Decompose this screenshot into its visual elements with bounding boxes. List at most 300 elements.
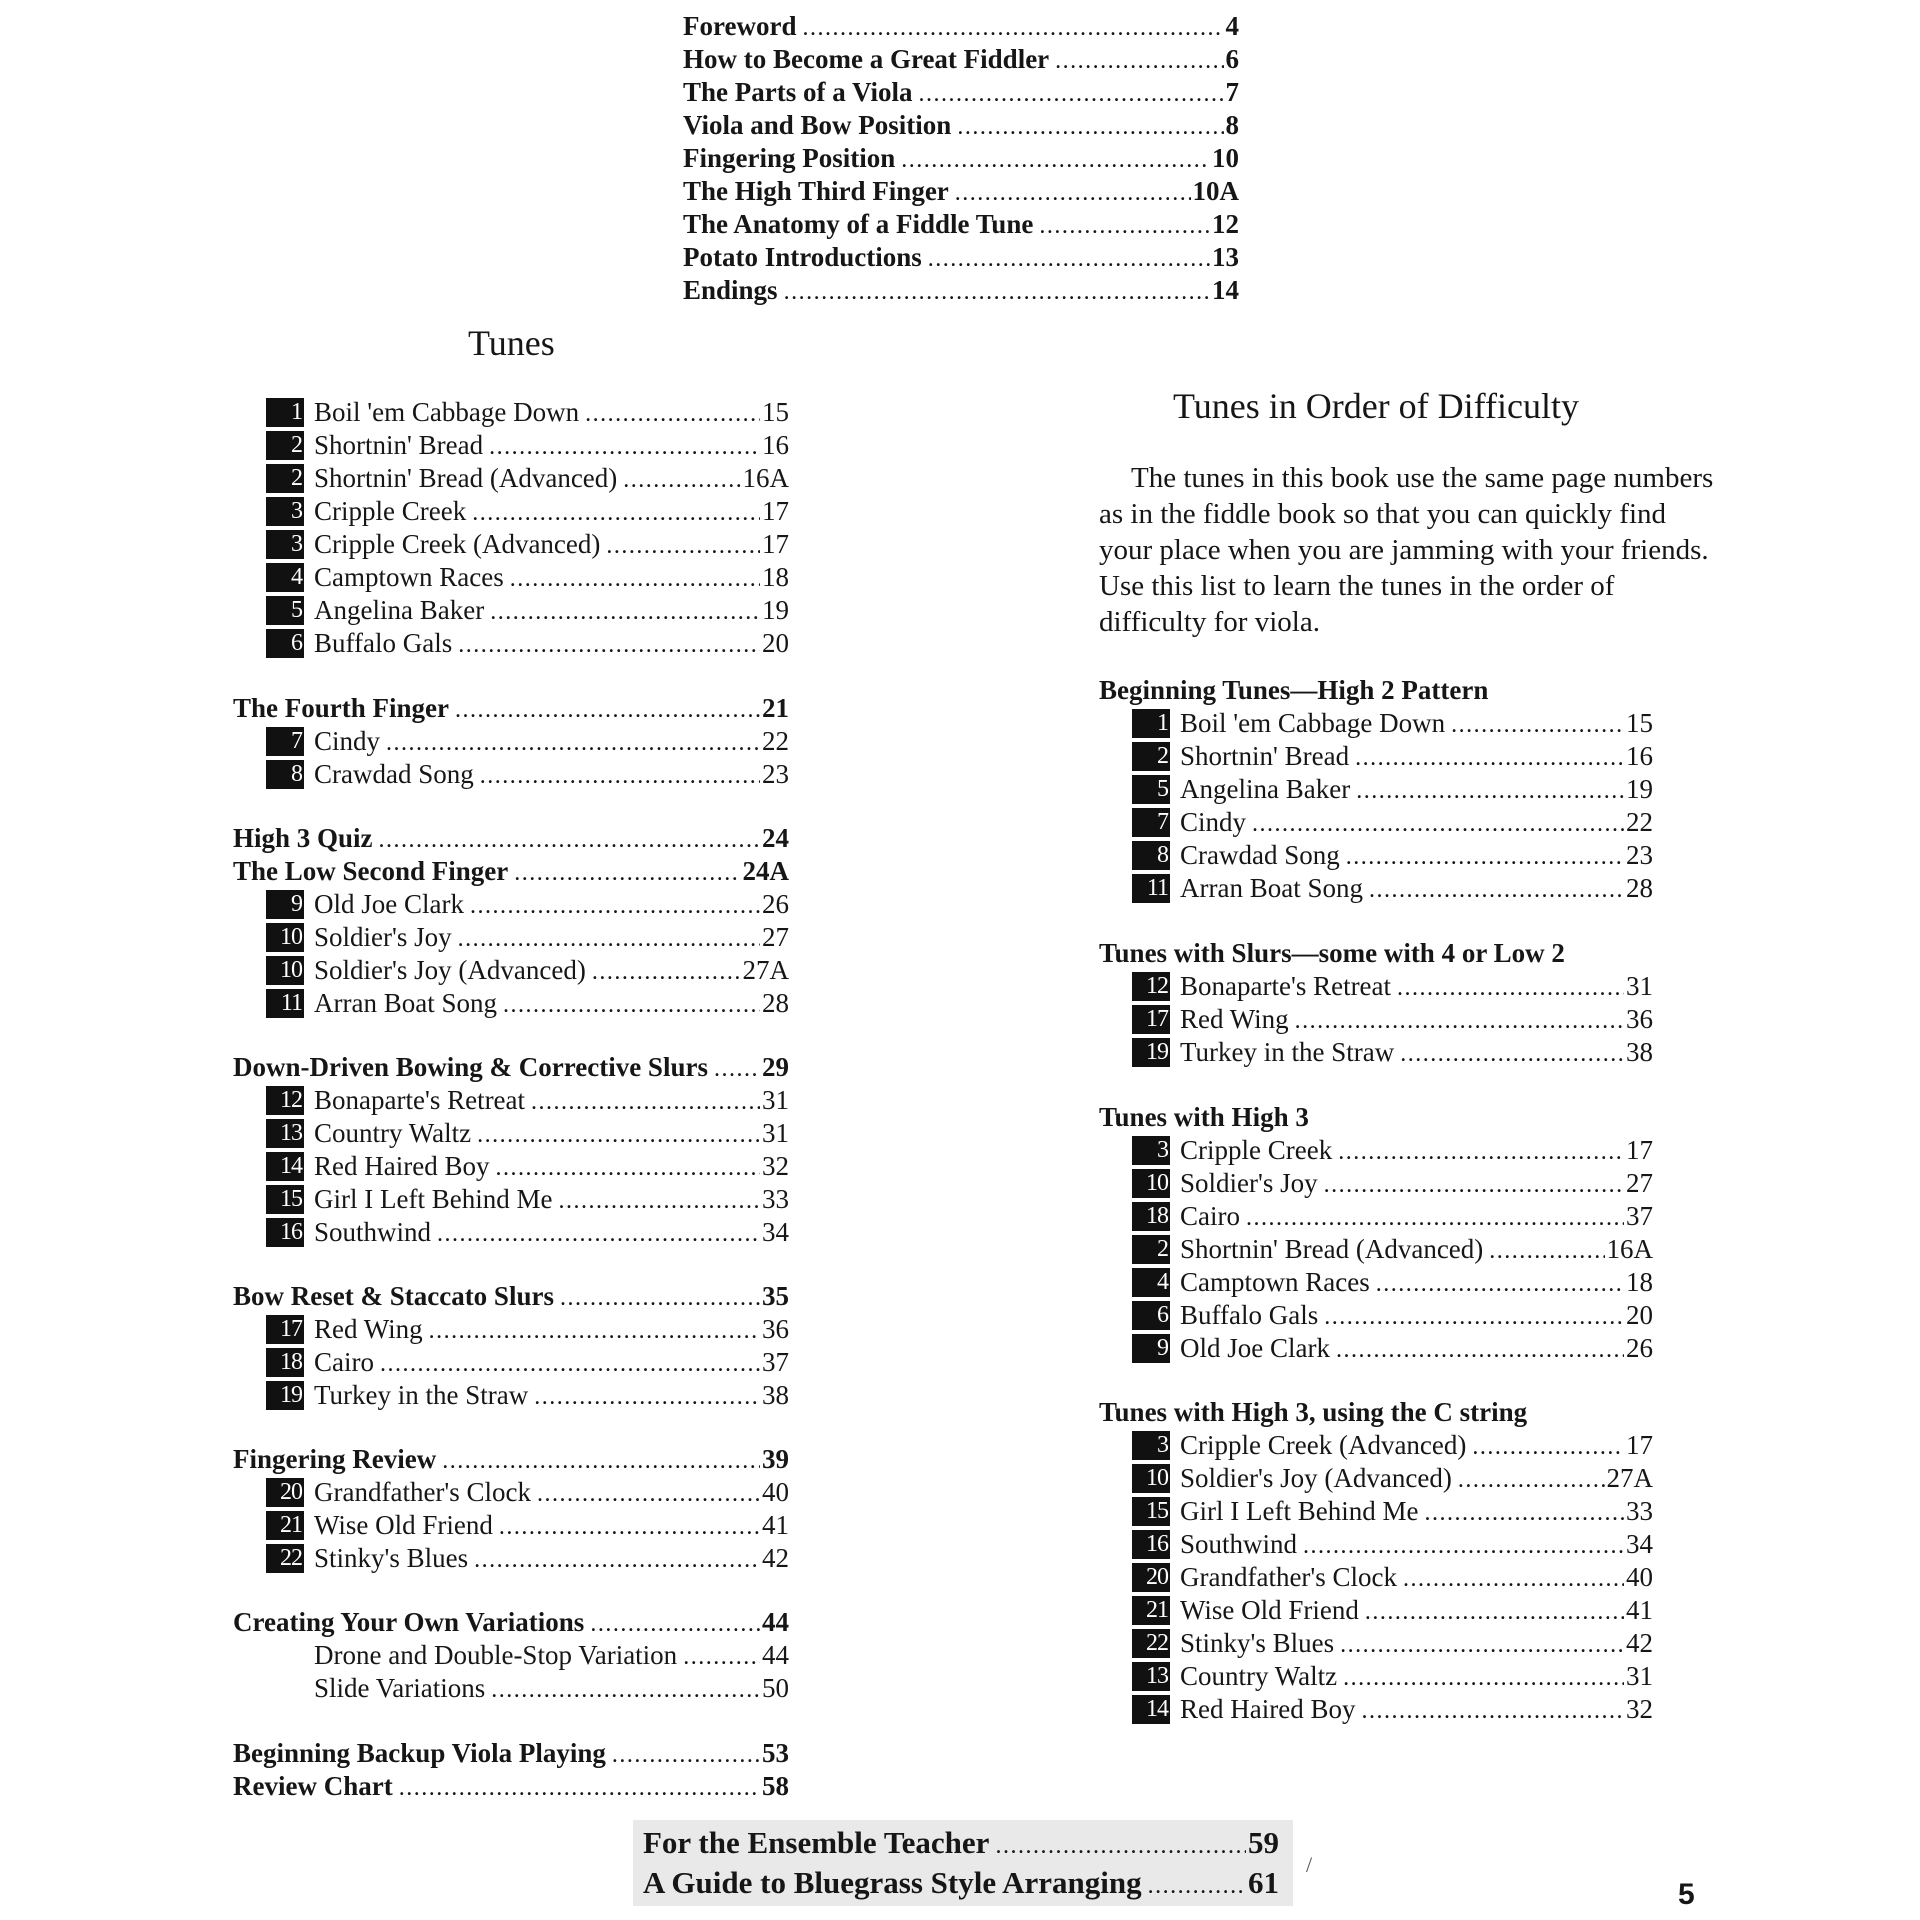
dot-leader [1424, 1497, 1624, 1530]
difficulty-tune[interactable] [1146, 1167, 1653, 1200]
dot-leader [470, 890, 760, 923]
dot-leader [1324, 1169, 1624, 1202]
dot-leader [592, 956, 741, 989]
difficulty-tune[interactable] [1146, 1036, 1653, 1069]
toc-entry-tune[interactable] [291, 396, 789, 429]
difficulty-tune[interactable] [1157, 1134, 1653, 1167]
toc-entry-page: 32 [1626, 1694, 1653, 1724]
toc-entry-tune[interactable] [291, 429, 789, 462]
difficulty-tune[interactable] [1146, 1495, 1653, 1528]
toc-entry-label: Slide Variations [314, 1673, 486, 1703]
toc-entry-label: Soldier's Joy (Advanced) [1180, 1463, 1452, 1493]
toc-entry-bluegrass-arranging[interactable] [643, 1863, 1279, 1903]
difficulty-tune[interactable] [1157, 740, 1653, 773]
toc-entry-label: Old Joe Clark [1180, 1333, 1330, 1363]
toc-entry-tune[interactable] [291, 888, 789, 921]
tune-number-badge: 13 [266, 1119, 304, 1148]
toc-entry-label: Bonaparte's Retreat [314, 1085, 526, 1115]
toc-entry-page: 21 [762, 693, 789, 723]
toc-entry-page: 33 [762, 1184, 789, 1214]
dot-leader [919, 78, 1224, 111]
dot-leader [1451, 709, 1624, 742]
dot-leader [474, 1544, 760, 1577]
tune-number-badge: 9 [1132, 1334, 1170, 1363]
toc-entry-endings[interactable] [683, 274, 1239, 307]
toc-entry-tune[interactable] [280, 1117, 789, 1150]
toc-entry-label: Wise Old Friend [1180, 1595, 1359, 1625]
dot-leader [1295, 1005, 1624, 1038]
toc-entry-high-third-finger[interactable] [683, 175, 1239, 208]
toc-entry-label: Beginning Backup Viola Playing [233, 1738, 606, 1768]
toc-entry-page: 20 [762, 628, 789, 658]
toc-entry-label: Camptown Races [314, 562, 504, 592]
toc-entry-label: Country Waltz [1180, 1661, 1338, 1691]
difficulty-tune[interactable] [1157, 839, 1653, 872]
tune-number-badge: 2 [266, 431, 304, 460]
dot-leader [560, 1282, 760, 1315]
tune-number-badge: 1 [266, 398, 304, 427]
toc-entry-label: For the Ensemble Teacher [643, 1825, 990, 1860]
dot-leader [1355, 742, 1624, 775]
dot-leader [490, 596, 760, 629]
tune-number-badge: 10 [1132, 1464, 1170, 1493]
toc-entry-page: 31 [1626, 971, 1653, 1001]
toc-entry-tune[interactable] [291, 725, 789, 758]
toc-entry-page: 22 [762, 726, 789, 756]
toc-entry-label: Foreword [683, 11, 797, 41]
toc-entry-label: Soldier's Joy [314, 922, 452, 952]
dot-leader [1055, 45, 1223, 78]
dot-leader [1340, 1629, 1624, 1662]
dot-leader [1489, 1235, 1604, 1268]
toc-entry-label: Angelina Baker [1180, 774, 1351, 804]
toc-entry-label: Potato Introductions [683, 242, 922, 272]
toc-entry-page: 61 [1248, 1865, 1279, 1900]
tune-number-badge: 10 [266, 956, 304, 985]
toc-entry-label: Red Wing [1180, 1004, 1289, 1034]
tune-number-badge: 4 [266, 563, 304, 592]
toc-entry-label: Bow Reset & Staccato Slurs [233, 1281, 554, 1311]
toc-entry-page: 38 [762, 1380, 789, 1410]
difficulty-tune[interactable] [1146, 1561, 1653, 1594]
dot-leader [1246, 1202, 1624, 1235]
toc-entry-page: 37 [762, 1347, 789, 1377]
toc-entry-label: Girl I Left Behind Me [314, 1184, 553, 1214]
toc-entry-page: 31 [1626, 1661, 1653, 1691]
toc-entry-page: 27 [762, 922, 789, 952]
toc-entry-page: 17 [762, 529, 789, 559]
toc-entry-page: 16A [742, 463, 789, 493]
toc-entry-label: Cindy [1180, 807, 1247, 837]
tune-number-badge: 18 [1132, 1202, 1170, 1231]
toc-entry-page: 18 [762, 562, 789, 592]
dot-leader [531, 1086, 760, 1119]
toc-entry-page: 28 [762, 988, 789, 1018]
toc-entry-tune[interactable] [280, 1379, 789, 1412]
dot-leader [995, 1826, 1246, 1866]
dot-leader [1356, 775, 1624, 808]
dot-leader [1365, 1596, 1624, 1629]
toc-entry-section[interactable] [233, 855, 789, 888]
tune-number-badge: 16 [266, 1218, 304, 1247]
toc-entry-section[interactable] [233, 1443, 789, 1476]
group-heading-beginning: Beginning Tunes—High 2 Pattern [1099, 675, 1489, 705]
toc-entry-page: 31 [762, 1118, 789, 1148]
toc-entry-tune[interactable] [291, 561, 789, 594]
toc-entry-label: Boil 'em Cabbage Down [314, 397, 580, 427]
toc-entry-page: 4 [1225, 11, 1239, 41]
tune-number-badge: 5 [1132, 775, 1170, 804]
toc-entry-page: 28 [1626, 873, 1653, 903]
toc-entry-foreword[interactable] [683, 10, 1239, 43]
toc-entry-section[interactable] [233, 1051, 789, 1084]
dot-leader [489, 431, 760, 464]
dot-leader [503, 989, 760, 1022]
difficulty-tune[interactable] [1146, 1462, 1653, 1495]
toc-entry-label: Boil 'em Cabbage Down [1180, 708, 1446, 738]
toc-entry-label: Turkey in the Straw [1180, 1037, 1395, 1067]
toc-entry-page: 23 [762, 759, 789, 789]
toc-entry-page: 44 [762, 1607, 789, 1637]
toc-entry-page: 35 [762, 1281, 789, 1311]
toc-entry-tune[interactable] [280, 1346, 789, 1379]
toc-entry-page: 16 [1626, 741, 1653, 771]
dot-leader [458, 923, 760, 956]
difficulty-tune[interactable] [1157, 1266, 1653, 1299]
tune-number-badge: 6 [266, 629, 304, 658]
toc-entry-fingering-position[interactable] [683, 142, 1239, 175]
toc-entry-page: 15 [1626, 708, 1653, 738]
toc-entry-page: 14 [1212, 275, 1239, 305]
toc-entry-great-fiddler[interactable] [683, 43, 1239, 76]
tune-number-badge: 8 [266, 760, 304, 789]
toc-entry-tune[interactable] [280, 1183, 789, 1216]
toc-entry-page: 27A [742, 955, 789, 985]
dot-leader [1148, 1866, 1246, 1906]
dot-leader [1472, 1431, 1624, 1464]
toc-entry-section[interactable] [233, 1606, 789, 1639]
tune-number-badge: 7 [1132, 808, 1170, 837]
dot-leader [480, 760, 760, 793]
tune-number-badge: 14 [266, 1152, 304, 1181]
toc-entry-tune[interactable] [291, 495, 789, 528]
dot-leader [1338, 1136, 1624, 1169]
dot-leader [437, 1218, 760, 1251]
tune-number-badge: 22 [1132, 1629, 1170, 1658]
toc-entry-page: 34 [762, 1217, 789, 1247]
toc-entry-label: Drone and Double-Stop Variation [314, 1640, 678, 1670]
difficulty-tune[interactable] [1157, 1332, 1653, 1365]
toc-entry-tune[interactable] [291, 528, 789, 561]
dot-leader [499, 1511, 760, 1544]
toc-entry-page: 26 [1626, 1333, 1653, 1363]
toc-entry-label: Crawdad Song [1180, 840, 1340, 870]
toc-entry-label: Bonaparte's Retreat [1180, 971, 1392, 1001]
toc-entry-tune[interactable] [291, 594, 789, 627]
toc-entry-label: Arran Boat Song [314, 988, 497, 1018]
toc-entry-tune[interactable] [280, 1150, 789, 1183]
dot-leader [514, 857, 740, 890]
toc-entry-tune[interactable] [280, 1509, 789, 1542]
toc-entry-label: The Fourth Finger [233, 693, 449, 723]
toc-entry-potato-introductions[interactable] [683, 241, 1239, 274]
toc-entry-label: Buffalo Gals [1180, 1300, 1319, 1330]
toc-entry-page: 27A [1606, 1463, 1653, 1493]
tune-number-badge: 6 [1132, 1301, 1170, 1330]
difficulty-tune[interactable] [1157, 806, 1653, 839]
difficulty-tune[interactable] [1146, 1627, 1653, 1660]
tune-number-badge: 5 [266, 596, 304, 625]
toc-entry-tune[interactable] [280, 1476, 789, 1509]
toc-entry-page: 29 [762, 1052, 789, 1082]
dot-leader [590, 1608, 760, 1641]
toc-entry-label: Camptown Races [1180, 1267, 1370, 1297]
toc-entry-page: 40 [762, 1477, 789, 1507]
toc-entry-page: 40 [1626, 1562, 1653, 1592]
toc-entry-label: Down-Driven Bowing & Corrective Slurs [233, 1052, 708, 1082]
toc-entry-label: Red Wing [314, 1314, 423, 1344]
dot-leader [955, 177, 1191, 210]
tune-number-badge: 1 [1132, 709, 1170, 738]
toc-entry-tune[interactable] [280, 1216, 789, 1249]
toc-entry-page: 31 [762, 1085, 789, 1115]
tune-number-badge: 13 [1132, 1662, 1170, 1691]
toc-entry-label: Grandfather's Clock [1180, 1562, 1398, 1592]
toc-entry-label: Old Joe Clark [314, 889, 464, 919]
toc-entry-anatomy-fiddle-tune[interactable] [683, 208, 1239, 241]
dot-leader [534, 1381, 760, 1414]
tune-number-badge: 3 [1132, 1431, 1170, 1460]
tune-number-badge: 21 [266, 1511, 304, 1540]
toc-entry-label: Endings [683, 275, 778, 305]
toc-entry-tune[interactable] [280, 1542, 789, 1575]
dot-leader [1397, 972, 1624, 1005]
toc-entry-section[interactable] [233, 1770, 789, 1803]
dot-leader [1403, 1563, 1624, 1596]
dot-leader [714, 1053, 760, 1086]
toc-entry-label: How to Become a Great Fiddler [683, 44, 1050, 74]
toc-entry-page: 44 [762, 1640, 789, 1670]
difficulty-tune[interactable] [1157, 773, 1653, 806]
dot-leader [1343, 1662, 1624, 1695]
toc-entry-page: 23 [1626, 840, 1653, 870]
tune-number-badge: 16 [1132, 1530, 1170, 1559]
dot-leader [537, 1478, 760, 1511]
toc-entry-section[interactable] [233, 1737, 789, 1770]
tune-number-badge: 3 [266, 497, 304, 526]
toc-entry-label: Cairo [1180, 1201, 1240, 1231]
toc-entry-ensemble-teacher[interactable] [643, 1823, 1279, 1863]
difficulty-tune[interactable] [1157, 707, 1653, 740]
dot-leader [802, 12, 1223, 45]
dot-leader [1376, 1268, 1624, 1301]
toc-entry-label: Cripple Creek [1180, 1135, 1333, 1165]
toc-entry-label: Country Waltz [314, 1118, 472, 1148]
toc-entry-page: 24A [742, 856, 789, 886]
toc-entry-label: Red Haired Boy [314, 1151, 490, 1181]
toc-entry-page: 36 [1626, 1004, 1653, 1034]
toc-entry-label: Shortnin' Bread [314, 430, 484, 460]
toc-entry-page: 6 [1225, 44, 1239, 74]
toc-entry-label: Crawdad Song [314, 759, 474, 789]
toc-entry-label: Angelina Baker [314, 595, 485, 625]
dot-leader [1303, 1530, 1624, 1563]
toc-entry-page: 17 [1626, 1430, 1653, 1460]
toc-entry-tune[interactable] [291, 627, 789, 660]
toc-entry-section[interactable] [233, 822, 789, 855]
toc-entry-label: The Anatomy of a Fiddle Tune [683, 209, 1034, 239]
dot-leader [606, 530, 760, 563]
toc-entry-page: 53 [762, 1738, 789, 1768]
tune-number-badge: 20 [1132, 1563, 1170, 1592]
toc-entry-page: 27 [1626, 1168, 1653, 1198]
toc-entry-page: 34 [1626, 1529, 1653, 1559]
toc-entry-label: Buffalo Gals [314, 628, 453, 658]
tune-number-badge: 14 [1132, 1695, 1170, 1724]
tune-number-badge: 22 [266, 1544, 304, 1573]
toc-entry-page: 33 [1626, 1496, 1653, 1526]
tune-number-badge: 8 [1132, 841, 1170, 870]
toc-entry-page: 10 [1212, 143, 1239, 173]
toc-entry-parts-of-viola[interactable] [683, 76, 1239, 109]
toc-entry-page: 26 [762, 889, 789, 919]
toc-entry-subsection[interactable] [314, 1639, 789, 1672]
toc-entry-page: 24 [762, 823, 789, 853]
toc-entry-label: The Low Second Finger [233, 856, 509, 886]
toc-entry-page: 41 [762, 1510, 789, 1540]
toc-entry-label: Viola and Bow Position [683, 110, 952, 140]
difficulty-tune[interactable] [1146, 1693, 1653, 1726]
toc-entry-section[interactable] [233, 692, 789, 725]
tune-number-badge: 3 [266, 530, 304, 559]
toc-entry-page: 7 [1225, 77, 1239, 107]
toc-entry-label: Soldier's Joy [1180, 1168, 1318, 1198]
dot-leader [399, 1772, 760, 1805]
dot-leader [477, 1119, 760, 1152]
dot-leader [784, 276, 1210, 309]
tune-number-badge: 10 [266, 923, 304, 952]
toc-entry-page: 39 [762, 1444, 789, 1474]
toc-entry-label: Turkey in the Straw [314, 1380, 529, 1410]
toc-entry-label: Shortnin' Bread [1180, 741, 1350, 771]
toc-entry-label: High 3 Quiz [233, 823, 373, 853]
tune-number-badge: 12 [1132, 972, 1170, 1001]
tune-number-badge: 9 [266, 890, 304, 919]
toc-entry-tune[interactable] [280, 954, 789, 987]
tune-number-badge: 2 [1132, 1235, 1170, 1264]
toc-entry-tune[interactable] [280, 921, 789, 954]
difficulty-tune[interactable] [1157, 1429, 1653, 1462]
dot-leader [1458, 1464, 1605, 1497]
difficulty-tune[interactable] [1146, 1660, 1653, 1693]
dot-leader [379, 824, 760, 857]
toc-entry-label: Stinky's Blues [1180, 1628, 1335, 1658]
dot-leader [1252, 808, 1624, 841]
toc-entry-page: 15 [762, 397, 789, 427]
toc-entry-page: 38 [1626, 1037, 1653, 1067]
toc-entry-section[interactable] [233, 1280, 789, 1313]
tune-number-badge: 15 [1132, 1497, 1170, 1526]
tune-number-badge: 19 [266, 1381, 304, 1410]
toc-entry-label: Cripple Creek (Advanced) [314, 529, 601, 559]
toc-entry-page: 41 [1626, 1595, 1653, 1625]
toc-entry-page: 10A [1192, 176, 1239, 206]
toc-entry-page: 13 [1212, 242, 1239, 272]
toc-entry-tune[interactable] [291, 758, 789, 791]
dot-leader [491, 1674, 760, 1707]
dot-leader [1400, 1038, 1624, 1071]
group-heading-high-3: Tunes with High 3 [1099, 1102, 1309, 1132]
toc-entry-label: Cindy [314, 726, 381, 756]
toc-entry-label: Fingering Review [233, 1444, 437, 1474]
toc-entry-page: 42 [1626, 1628, 1653, 1658]
toc-entry-tune[interactable] [280, 1084, 789, 1117]
toc-entry-page: 19 [1626, 774, 1653, 804]
toc-entry-tune[interactable] [280, 1313, 789, 1346]
dot-leader [1346, 841, 1624, 874]
difficulty-tune[interactable] [1157, 1233, 1653, 1266]
difficulty-tune[interactable] [1146, 1594, 1653, 1627]
toc-entry-label: Shortnin' Bread (Advanced) [1180, 1234, 1484, 1264]
toc-entry-page: 12 [1212, 209, 1239, 239]
tune-number-badge: 2 [266, 464, 304, 493]
toc-entry-label: Creating Your Own Variations [233, 1607, 585, 1637]
dot-leader [612, 1739, 760, 1772]
dot-leader [458, 629, 760, 662]
toc-entry-viola-bow-position[interactable] [683, 109, 1239, 142]
difficulty-tune[interactable] [1146, 872, 1653, 905]
toc-entry-label: Stinky's Blues [314, 1543, 469, 1573]
dot-leader [558, 1185, 760, 1218]
dot-leader [585, 398, 760, 431]
tune-number-badge: 3 [1132, 1136, 1170, 1165]
toc-entry-label: Cripple Creek [314, 496, 467, 526]
toc-entry-subsection[interactable] [314, 1672, 789, 1705]
toc-entry-page: 32 [762, 1151, 789, 1181]
tunes-heading: Tunes [468, 323, 555, 363]
tune-number-badge: 11 [1132, 874, 1170, 903]
difficulty-tune[interactable] [1146, 970, 1653, 1003]
difficulty-tune[interactable] [1146, 1528, 1653, 1561]
toc-entry-label: The High Third Finger [683, 176, 949, 206]
toc-entry-page: 18 [1626, 1267, 1653, 1297]
toc-entry-label: Cairo [314, 1347, 374, 1377]
tune-number-badge: 4 [1132, 1268, 1170, 1297]
dot-leader [1039, 210, 1210, 243]
tune-number-badge: 10 [1132, 1169, 1170, 1198]
page-number: 5 [1678, 1878, 1695, 1911]
toc-entry-page: 58 [762, 1771, 789, 1801]
dot-leader [380, 1348, 760, 1381]
dot-leader [683, 1641, 760, 1674]
toc-entry-label: Shortnin' Bread (Advanced) [314, 463, 618, 493]
dot-leader [472, 497, 760, 530]
tune-number-badge: 15 [266, 1185, 304, 1214]
difficulty-tune[interactable] [1157, 1299, 1653, 1332]
toc-entry-page: 22 [1626, 807, 1653, 837]
toc-entry-label: Grandfather's Clock [314, 1477, 532, 1507]
difficulty-tune[interactable] [1146, 1200, 1653, 1233]
toc-entry-tune[interactable] [291, 462, 789, 495]
tune-number-badge: 20 [266, 1478, 304, 1507]
toc-entry-page: 8 [1225, 110, 1239, 140]
difficulty-tune[interactable] [1146, 1003, 1653, 1036]
toc-entry-label: A Guide to Bluegrass Style Arranging [643, 1865, 1142, 1900]
toc-entry-page: 42 [762, 1543, 789, 1573]
dot-leader [957, 111, 1223, 144]
tune-number-badge: 21 [1132, 1596, 1170, 1625]
toc-entry-tune[interactable] [280, 987, 789, 1020]
